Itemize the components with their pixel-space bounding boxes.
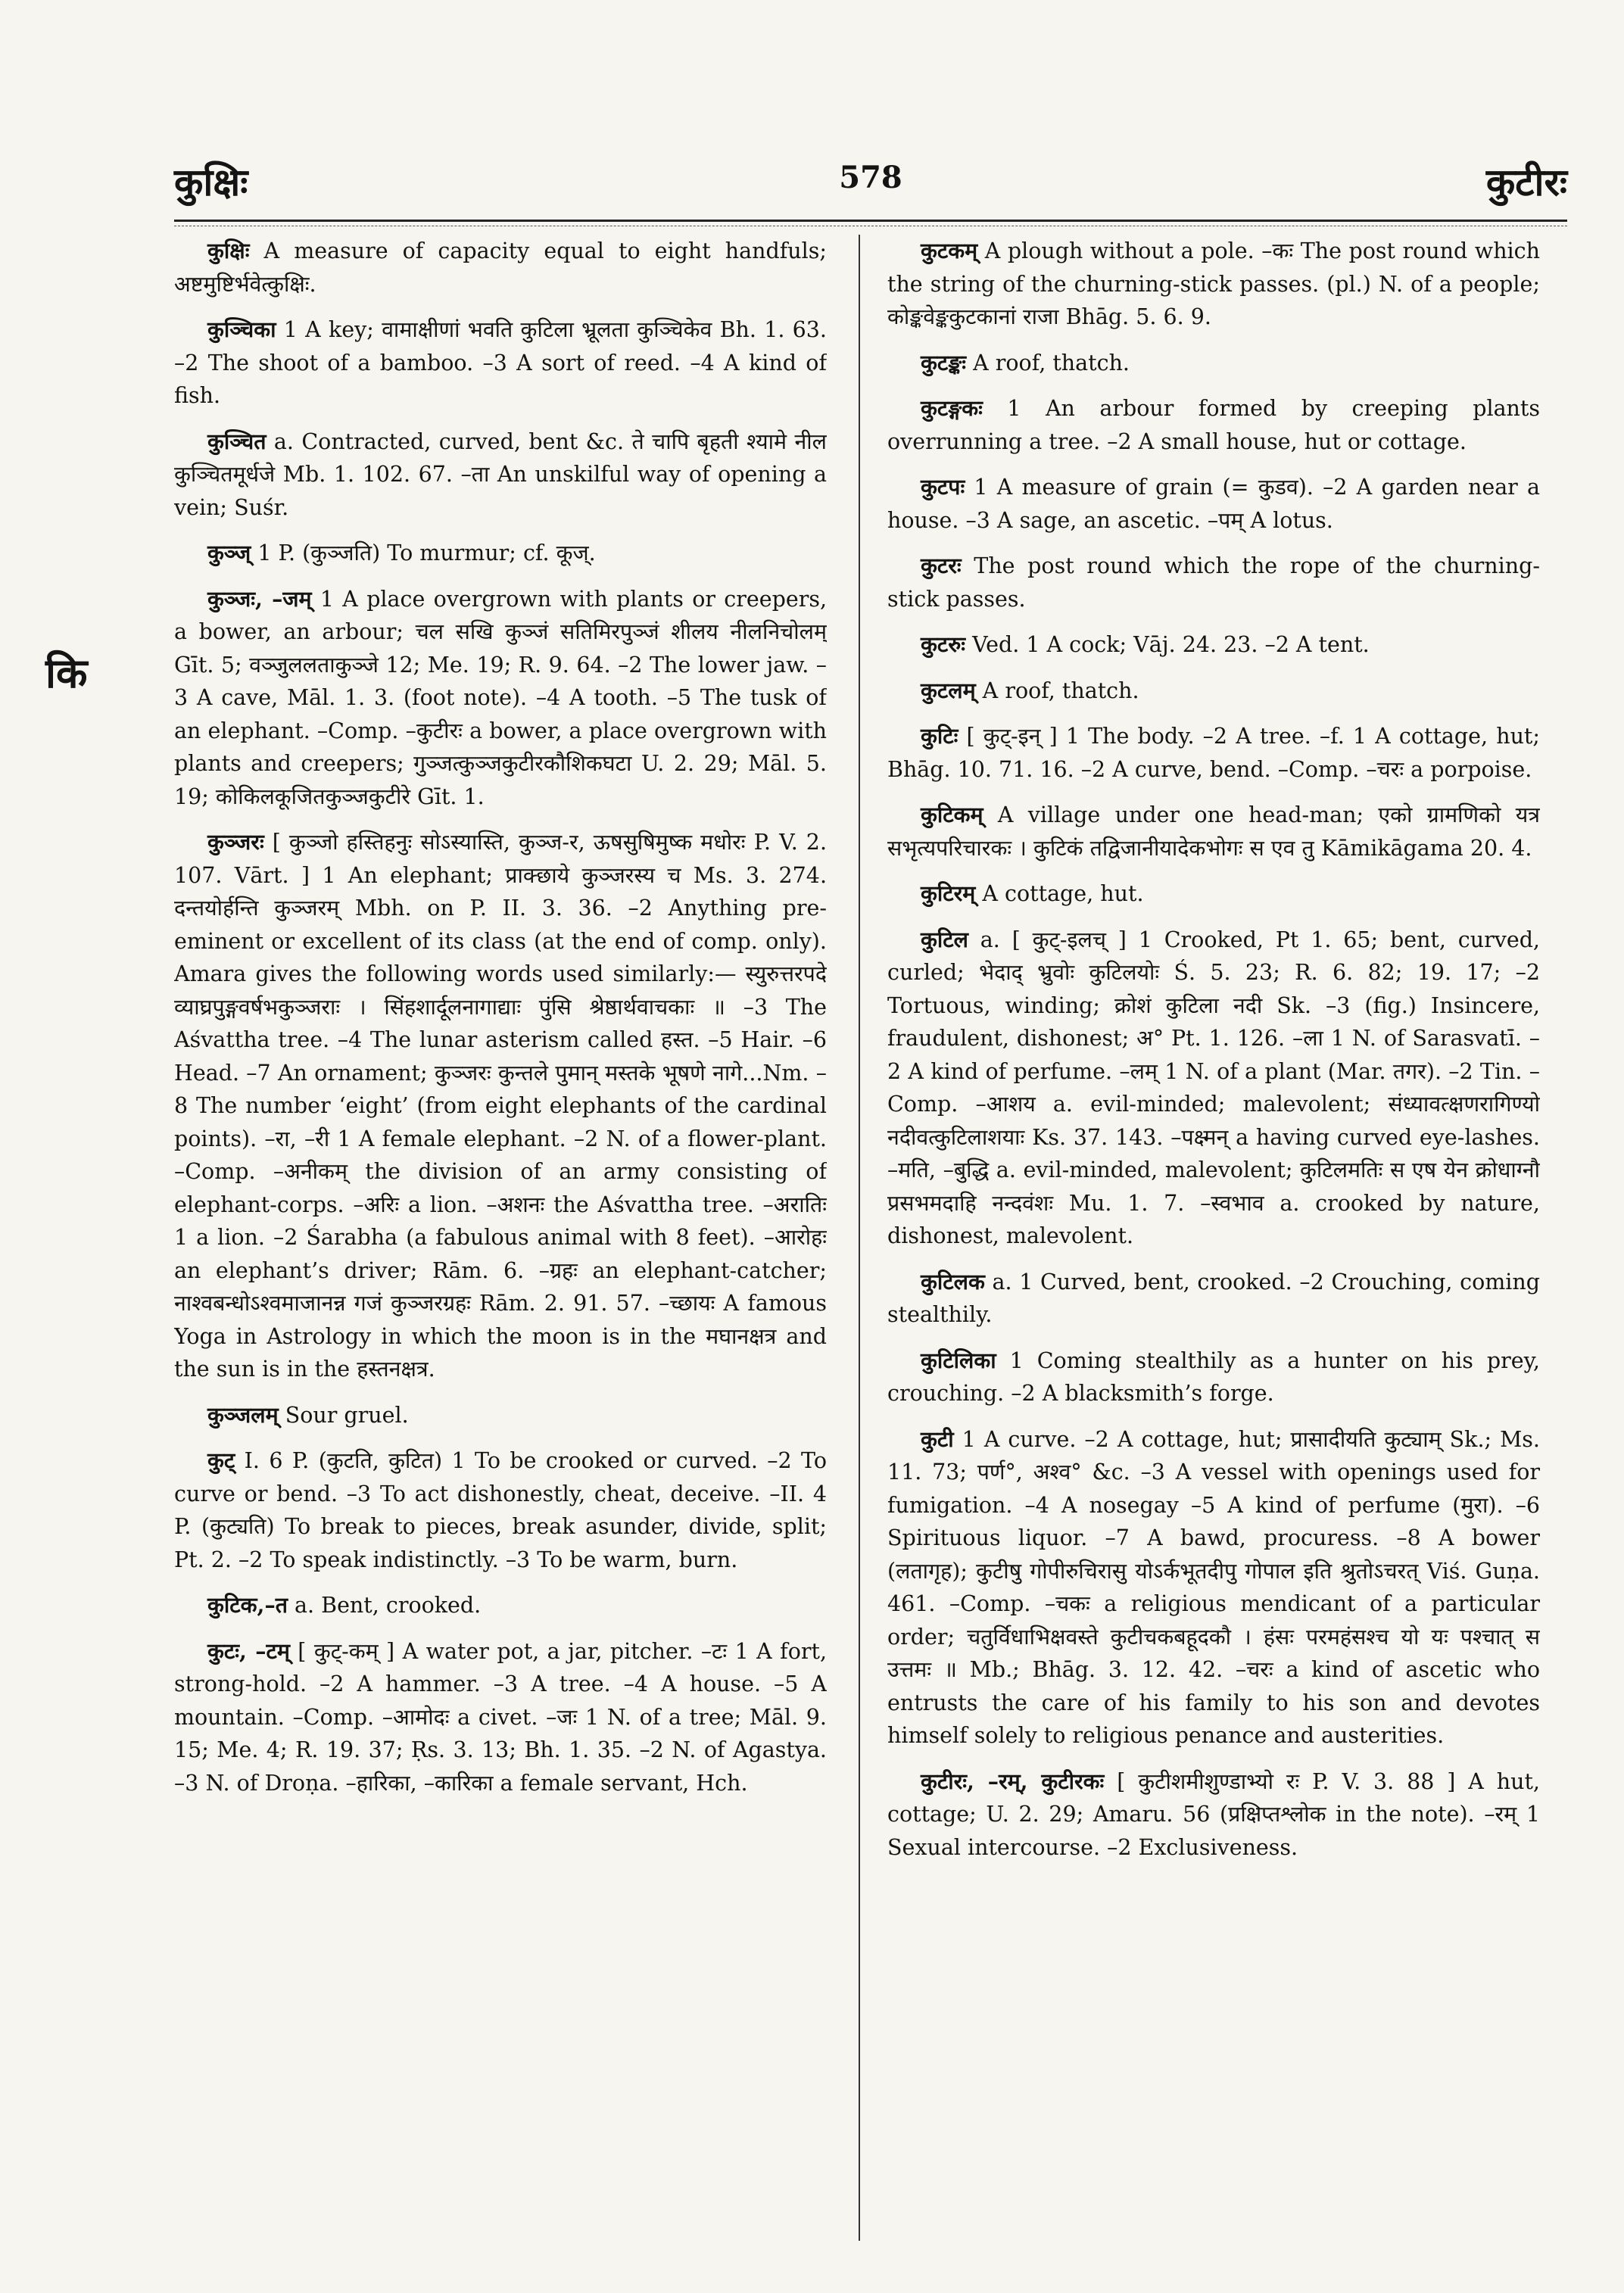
dictionary-entry (887, 392, 1540, 458)
right-column (887, 235, 1540, 2248)
page-number: 578 (839, 160, 902, 195)
dictionary-entry (887, 1765, 1540, 1865)
entry-headword: कुञ्जलम् (207, 1401, 279, 1428)
entry-headword: कुञ्चित (207, 428, 267, 454)
entry-definition: A measure of capacity equal to eight handfuls; अष्टमुष्टिर्भवेत्कुक्षिः. (174, 238, 827, 297)
entry-definition: The post round which the rope of the churning-stick passes. (887, 553, 1540, 612)
dictionary-entry (887, 1423, 1540, 1752)
entry-headword: कुटिलक (921, 1268, 985, 1294)
entry-headword: कुटी (921, 1425, 954, 1452)
dictionary-entry (887, 628, 1540, 662)
left-column (174, 235, 827, 2248)
entry-headword: कुटिक,–त (207, 1592, 288, 1618)
dictionary-entry (887, 1344, 1540, 1410)
entry-definition: 1 Coming stealthily as a hunter on his prey, crouching. –2 A blacksmith’s forge. (887, 1347, 1540, 1406)
dictionary-entry (174, 537, 827, 570)
entry-definition: Ved. 1 A cock; Vāj. 24. 23. –2 A tent. (965, 632, 1370, 657)
header-rule (174, 220, 1567, 226)
entry-definition: a. Contracted, curved, bent &c. ते चापि बृहती श्यामे नील कुञ्चितमूर्धजे Mb. 1. 102. 67. –ता An unskilful way of opening a vein; Suśr. (174, 428, 827, 520)
entry-headword: कुटरुः (921, 631, 966, 657)
entry-definition: [ कुट्-इन् ] 1 The body. –2 A tree. –f. 1 A cottage, hut; Bhāg. 10. 71. 16. –2 A curve, bend. –Comp. –चरः a porpoise. (887, 724, 1540, 782)
entry-definition: A roof, thatch. (966, 350, 1130, 375)
entry-definition: 1 An arbour formed by creeping plants overrunning a tree. –2 A small house, hut or cottage. (887, 396, 1540, 454)
entry-definition: A plough without a pole. –कः The post round which the string of the churning-stick passes. (pl.) N. of a people; कोङ्कवेङ्ककुटकानां राजा Bhāg. 5. 6. 9. (887, 238, 1540, 329)
entry-definition: 1 A place overgrown with plants or creepers, a bower, an arbour; चल सखि कुञ्जं सतिमिरपुञ्जं शीलय नीलनिचोलम् Gīt. 5; वञ्जुललताकुञ्जे 12; Me. 19; R. 9. 64. –2 The lower jaw. –3 A cave, Māl. 1. 3. (foot note). –4 A tooth. –5 The tusk of an elephant. –Comp. –कुटीरः a bower, a place overgrown with plants and creepers; गुञ्जत्कुञ्जकुटीरकौशिकघटा U. 2. 29; Māl. 5. 19; कोकिलकूजितकुञ्जकुटीरे Gīt. 1. (174, 586, 827, 809)
entry-headword: कुटपः (921, 474, 965, 500)
dictionary-entry (887, 799, 1540, 865)
entry-headword: कुटिलिका (921, 1347, 996, 1373)
running-headword-left: कुक्षिः (174, 160, 248, 204)
entry-definition: a. 1 Curved, bent, crooked. –2 Crouching, coming stealthily. (887, 1269, 1540, 1327)
dictionary-entry (174, 826, 827, 1386)
entry-definition: a. Bent, crooked. (287, 1593, 482, 1618)
entry-headword: कुटीरः, –रम्, कुटीरकः (921, 1768, 1105, 1794)
dictionary-entry (887, 550, 1540, 615)
entry-headword: कुटिरम् (921, 880, 976, 906)
dictionary-entry (174, 425, 827, 525)
dictionary-entry (174, 313, 827, 413)
entry-headword: कुटकम् (921, 238, 978, 263)
dictionary-entry (174, 235, 827, 301)
entry-definition: 1 A curve. –2 A cottage, hut; प्रासादीयति कुट्याम् Sk.; Ms. 11. 73; पर्ण°, अश्व° &c. –3 A vessel with openings used for fumigation. –4 A nosegay –5 A kind of perfume (मुरा). –6 Spirituous liquor. –7 A bawd, procuress. –8 A bower (लतागृह); कुटीषु गोपीरुचिरासु योऽर्कभूतदीपु गोपाल इति श्रुतोऽचरत् Viś. Guṇa. 461. –Comp. –चकः a religious mendicant of a particular order; चतुर्विधाभिक्षवस्ते कुटीचकबहूदकौ । हंसः परमहंसश्च यो यः पश्चात् स उत्तमः ॥ Mb.; Bhāg. 3. 12. 42. –चरः a kind of ascetic who entrusts the care of his family to his son and devotes himself solely to religious penance and austerities. (887, 1426, 1540, 1748)
margin-mark: कि (45, 649, 88, 697)
entry-definition: 1 A key; वामाक्षीणां भवति कुटिला भ्रूलता कुञ्चिकेव Bh. 1. 63. –2 The shoot of a bamboo. –3 A sort of reed. –4 A kind of fish. (174, 317, 827, 408)
entry-definition: [ कुटीशमीशुण्डाभ्यो रः P. V. 3. 88 ] A hut, cottage; U. 2. 29; Amaru. 56 (प्रक्षिप्तश्लोक in the note). –रम् 1 Sexual intercourse. –2 Exclusiveness. (887, 1768, 1540, 1860)
entry-definition: A cottage, hut. (975, 881, 1144, 906)
dictionary-entry (174, 1399, 827, 1432)
dictionary-entry (174, 583, 827, 814)
dictionary-entry (887, 347, 1540, 380)
dictionary-entry (174, 1589, 827, 1622)
entry-headword: कुटः, –टम् (207, 1637, 290, 1664)
entry-headword: कुटिल (921, 926, 968, 952)
entry-headword: कुञ्चिका (207, 316, 276, 342)
page-header (174, 155, 1567, 223)
dictionary-entry (887, 235, 1540, 334)
entry-headword: कुटिकम् (921, 802, 983, 827)
entry-definition: A village under one head-man; एको ग्रामणिको यत्र सभृत्यपरिचारकः । कुटिकं तद्विजानीयादेकभोगः स एव तु Kāmikāgama 20. 4. (887, 802, 1540, 861)
entry-headword: कुञ्जः, –जम् (207, 585, 312, 612)
dictionary-entry (887, 675, 1540, 708)
dictionary-entry (887, 924, 1540, 1253)
dictionary-entry (887, 471, 1540, 537)
entry-headword: कुट् (207, 1447, 235, 1473)
entry-definition: A roof, thatch. (975, 678, 1139, 703)
entry-headword: कुञ्जरः (207, 829, 264, 855)
dictionary-entry (887, 1266, 1540, 1332)
entry-definition: 1 A measure of grain (= कुडव). –2 A garden near a house. –3 A sage, an ascetic. –पम् A lotus. (887, 475, 1540, 533)
dictionary-entry (887, 877, 1540, 911)
entry-definition: a. [ कुट्-इलच् ] 1 Crooked, Pt 1. 65; bent, curved, curled; भेदाद् भ्रुवोः कुटिलयोः Ś. 5. 23; R. 6. 82; 19. 17; –2 Tortuous, winding; क्रोशं कुटिला नदी Sk. –3 (fig.) Insincere, fraudulent, dishonest; अ° Pt. 1. 126. –ला 1 N. of Sarasvatī. –2 A kind of perfume. –लम् 1 N. of a plant (Mar. तगर). –2 Tin. –Comp. –आशय a. evil-minded; malevolent; संध्यावत्क्षणरागिण्यो नदीवत्कुटिलाशयाः Ks. 37. 143. –पक्ष्मन् a having curved eye-lashes. –मति, –बुद्धि a. evil-minded, malevolent; कुटिलमतिः स एष येन क्रोधाग्नौ प्रसभमदाहि नन्दवंशः Mu. 1. 7. –स्वभाव a. crooked by nature, dishonest, malevolent. (887, 927, 1540, 1248)
dictionary-entry (887, 720, 1540, 786)
column-divider (859, 235, 860, 2241)
entry-definition: Sour gruel. (278, 1402, 409, 1428)
entry-headword: कुक्षिः (207, 238, 250, 263)
running-headword-right: कुटीरः (1485, 160, 1567, 204)
entry-headword: कुटङ्कः (921, 349, 967, 375)
entry-definition: 1 P. (कुञ्जति) To murmur; cf. कूज्. (251, 541, 596, 565)
dictionary-entry (174, 1444, 827, 1576)
entry-headword: कुटरः (921, 553, 962, 578)
entry-headword: कुटिः (921, 723, 959, 749)
entry-headword: कुटङ्गकः (921, 395, 983, 421)
entry-headword: कुटलम् (921, 677, 976, 703)
entry-definition: I. 6 P. (कुटति, कुटित) 1 To be crooked or curved. –2 To curve or bend. –3 To act dishonestly, cheat, deceive. –II. 4 P. (कुट्यति) To break to pieces, break asunder, divide, split; Pt. 2. –2 To speak indistinctly. –3 To be warm, burn. (174, 1448, 827, 1572)
entry-definition: [ कुञ्जो हस्तिहनुः सोऽस्यास्ति, कुञ्ज-र, ऊषसुषिमुष्क मधोरः P. V. 2. 107. Vārt. ] 1 An elephant; प्राक्छाये कुञ्जरस्य च Ms. 3. 274. दन्तयोर्हन्ति कुञ्जरम् Mbh. on P. II. 3. 36. –2 Anything pre-eminent or excellent of its class (at the end of comp. only). Amara gives the following words used similarly:— स्युरुत्तरपदे व्याघ्रपुङ्गवर्षभकुञ्जराः । सिंहशार्दूलनागाद्याः पुंसि श्रेष्ठार्थवाचकाः ॥ –3 The Aśvattha tree. –4 The lunar asterism called हस्त. –5 Hair. –6 Head. –7 An ornament; कुञ्जरः कुन्तले पुमान् मस्तके भूषणे नागे...Nm. –8 The number ‘eight’ (from eight elephants of the cardinal points). –रा, –री 1 A female elephant. –2 N. of a flower-plant. –Comp. –अनीकम् the division of an army consisting of elephant-corps. –अरिः a lion. –अशनः the Aśvattha tree. –अरातिः 1 a lion. –2 Śarabha (a fabulous animal with 8 feet). –आरोहः an elephant’s driver; Rām. 6. –ग्रहः an elephant-catcher; नाश्वबन्धोऽश्वमाजानन्न गजं कुञ्जरग्रहः Rām. 2. 91. 57. –च्छायः A famous Yoga in Astrology in which the moon is in the मघानक्षत्र and the sun is in the हस्तनक्षत्र. (174, 830, 827, 1382)
entry-headword: कुञ्ज् (207, 540, 251, 565)
entry-definition: [ कुट्-कम् ] A water pot, a jar, pitcher. –टः 1 A fort, strong-hold. –2 A hammer. –3 A tree. –4 A house. –5 A mountain. –Comp. –आमोदः a civet. –जः 1 N. of a tree; Māl. 9. 15; Me. 4; R. 19. 37; Ṛs. 3. 13; Bh. 1. 35. –2 N. of Agastya. –3 N. of Droṇa. –हारिका, –कारिका a female servant, Hch. (174, 1638, 827, 1796)
dictionary-entry (174, 1635, 827, 1800)
